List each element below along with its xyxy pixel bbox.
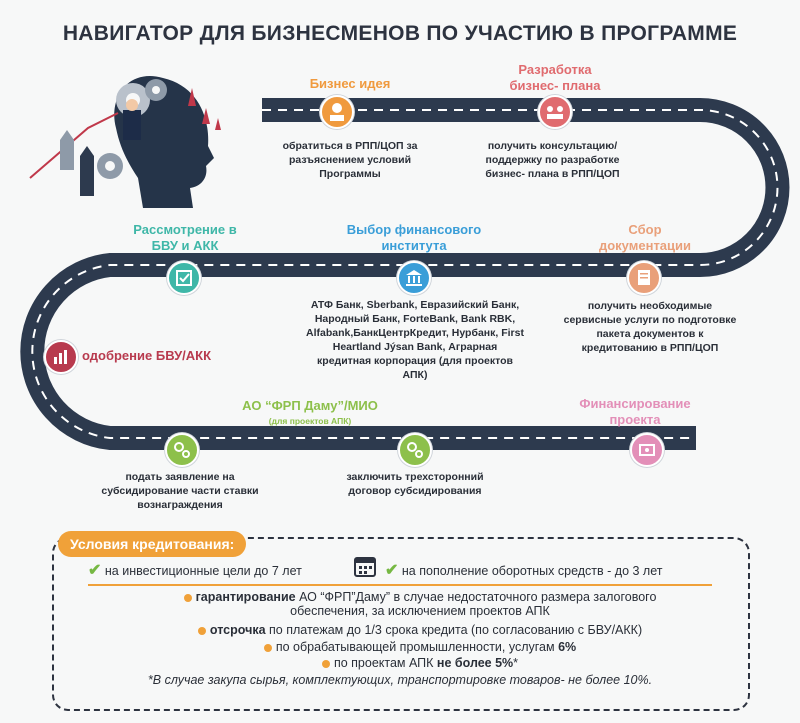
condition-apk: по проектам АПК не более 5%* [150, 656, 690, 670]
gears-icon [167, 435, 197, 465]
page-title: НАВИГАТОР ДЛЯ БИЗНЕСМЕНОВ ПО УЧАСТИЮ В ПРОГРАММЕ [62, 22, 738, 45]
bullet-icon [198, 627, 206, 635]
step-node-approval [44, 340, 78, 374]
divider [88, 584, 712, 586]
gears-icon [400, 435, 430, 465]
condition-working: ✔ на пополнение оборотных средств - до 3 лет [385, 562, 663, 579]
review-docs-icon [169, 263, 199, 293]
condition-footnote: *В случае закупа сырья, комплектующих, транспортировке товаров- не более 10%. [147, 673, 653, 687]
bank-icon [399, 263, 429, 293]
step-node-review [167, 261, 201, 295]
businessman-head-illustration [28, 58, 228, 218]
condition-invest: ✔ на инвестиционные цели до 7 лет [88, 562, 302, 579]
step-desc-subsidy-apply: подать заявление на субсидирование части ставки вознаграждения [101, 471, 259, 511]
step-node-tripartite [398, 433, 432, 467]
user-headset-icon [322, 97, 352, 127]
step-sub-frp: (для проектов АПК) [268, 416, 352, 426]
step-label-documents: Сбор документации [598, 222, 692, 253]
step-node-business-plan [538, 95, 572, 129]
check-icon: ✔ [385, 562, 399, 579]
step-label-business-idea: Бизнес идея [309, 76, 391, 91]
money-icon [632, 435, 662, 465]
step-node-documents [627, 261, 661, 295]
documents-icon [629, 263, 659, 293]
bullet-icon [184, 594, 192, 602]
check-icon: ✔ [88, 562, 102, 579]
step-node-subsidy-apply [165, 433, 199, 467]
step-label-fin-institute: Выбор финансового института [346, 222, 482, 253]
condition-processing: по обрабатывающей промышленности, услугам 6% [150, 640, 690, 654]
step-label-approval: одобрение БВУ/АКК [82, 348, 212, 363]
condition-deferral: отсрочка по платежам до 1/3 срока кредита (по согласованию с БВУ/АКК) [150, 623, 690, 637]
step-node-financing [630, 433, 664, 467]
step-desc-fin-institute: АТФ Банк, Sberbank, Евразийский Банк, Народный Банк, ForteBank, Bank RBK, Alfabank,БанкЦентрКредит, Нурбанк, First Heartland Jýsan Bank, Аграрная кредитная корпорация (для проектов АПК) [306, 299, 524, 381]
approval-chart-icon [46, 342, 76, 372]
conditions-title: Условия кредитования: [58, 531, 246, 557]
step-label-business-plan: Разработка бизнес- плана [509, 62, 601, 93]
bullet-icon [322, 660, 330, 668]
step-desc-business-plan: получить консультацию/ поддержку по разработке бизнес- плана в РПП/ЦОП [485, 140, 620, 180]
bullet-icon [264, 644, 272, 652]
step-desc-business-idea: обратиться в РПП/ЦОП за разъяснением условий Программы [282, 140, 418, 180]
meeting-icon [540, 97, 570, 127]
step-node-business-idea [320, 95, 354, 129]
condition-guarantee: гарантирование АО “ФРП”Даму” в случае недостаточного размера залогового обеспечения, за исключением проектов АПК [150, 590, 690, 618]
step-node-fin-institute [397, 261, 431, 295]
step-label-frp: АО “ФРП Даму”/МИО [242, 398, 378, 413]
step-label-financing: Финансирование проекта [579, 396, 691, 427]
step-label-review: Рассмотрение в БВУ и АКК [133, 222, 237, 253]
step-desc-documents: получить необходимые сервисные услуги по подготовке пакета документов к кредитованию в РПП/ЦОП [563, 300, 737, 354]
calendar-icon [352, 553, 378, 579]
step-desc-tripartite: заключить трехсторонний договор субсидирования [346, 471, 484, 497]
